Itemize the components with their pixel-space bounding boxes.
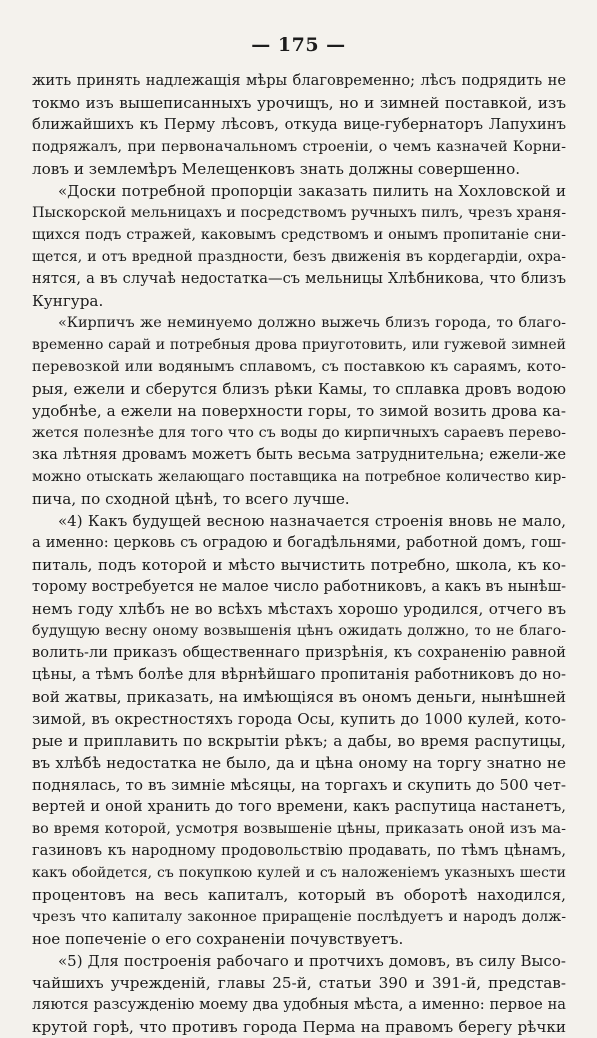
text-line: газиновъ къ народному продовольствію продавать, по тѣмъ цѣнамъ,: [32, 842, 566, 859]
text-line: рыя, ежели и сберутся близъ рѣки Камы, то сплавка дровъ водою: [32, 380, 566, 398]
text-line: Кунгура.: [32, 292, 104, 310]
body-text: [32, 70, 566, 1038]
text-line: пича, по сходной цѣнѣ, то всего лучше.: [32, 490, 350, 508]
text-line: зимой, въ окрестностяхъ города Осы, купить до 1000 кулей, кото-: [32, 710, 566, 728]
text-line: ловъ и землемѣръ Мелещенковъ знать должны совершенно.: [32, 160, 521, 178]
text-line: токмо изъ вышеписанныхъ урочищъ, но и зимней поставкой, изъ: [32, 94, 566, 112]
text-line: чайшихъ учрежденій, главы 25-й, статьи 390 и 391-й, представ-: [32, 974, 566, 992]
text-line: «Кирпичъ же неминуемо должно выжечь близъ города, то благо-: [58, 315, 566, 331]
text-line: какъ обойдется, съ покупкою кулей и съ наложеніемъ указныхъ шести: [32, 865, 566, 881]
text-line: зка лѣтняя дровамъ можетъ быть весьма затруднительна; ежели-же: [32, 446, 566, 463]
text-line: процентовъ на весь капиталъ, который въ оборотѣ находился,: [32, 886, 566, 904]
text-line: торому востребуется не малое число работниковъ, а какъ въ нынѣш-: [32, 578, 566, 595]
text-line: вой жатвы, приказать, на имѣющіяся въ ономъ деньги, нынѣшней: [32, 688, 566, 706]
text-line: вертей и оной хранить до того времени, какъ распутица настанетъ,: [32, 798, 566, 815]
text-line: «4) Какъ будущей весною назначается строенія вновь не мало,: [58, 512, 566, 530]
text-line: чрезъ что капиталу законное приращеніе послѣдуетъ и народъ долж-: [32, 909, 566, 925]
text-line: волить-ли приказъ общественнаго призрѣнія, къ сохраненію равной: [32, 644, 566, 661]
text-line: крутой горѣ, что противъ города Перма на правомъ берегу рѣчки: [32, 1018, 566, 1036]
text-line: нятся, а въ случаѣ недостатка—съ мельницы Хлѣбникова, что близъ: [32, 270, 566, 287]
text-line: поднялась, то въ зимніе мѣсяцы, на торгахъ и скупить до 500 чет-: [32, 776, 566, 794]
text-line: жить принять надлежащія мѣры благовременно; лѣсъ подрядить не: [32, 72, 566, 89]
text-line: удобнѣе, а ежели на поверхности горы, то зимой возить дрова ка-: [32, 402, 566, 420]
text-line: жется полезнѣе для того что съ воды до кирпичныхъ сараевъ перево-: [32, 425, 566, 441]
text-line: Пыскорской мельницахъ и посредствомъ ручныхъ пилъ, чрезъ храня-: [32, 205, 566, 221]
text-line: подряжалъ, при первоначальномъ строеніи, о чемъ казначей Корни-: [32, 139, 566, 155]
text-line: можно отыскать желающаго поставщика на потребное количество кир-: [32, 469, 566, 485]
text-line: ное попеченіе о его сохраненіи почувствуетъ.: [32, 930, 404, 948]
text-line: будущую весну оному возвышенія цѣнъ ожидать должно, то не благо-: [32, 623, 566, 639]
text-line: во время которой, усмотря возвышеніе цѣны, приказать оной изъ ма-: [32, 821, 566, 837]
text-line: а именно: церковь съ оградою и богадѣльнями, работной домъ, гош-: [32, 534, 566, 551]
text-line: питаль, подъ которой и мѣсто вычистить потребно, школа, къ ко-: [32, 556, 566, 574]
text-line: перевозкой или водянымъ сплавомъ, съ поставкою къ сараямъ, кото-: [32, 359, 566, 375]
text-line: ляются разсужденію моему два удобныя мѣста, а именно: первое на: [32, 996, 566, 1013]
text-line: «5) Для построенія рабочаго и протчихъ домовъ, въ силу Высо-: [58, 952, 566, 970]
text-line: рые и приплавить по вскрытіи рѣкъ; а дабы, во время распутицы,: [32, 732, 566, 750]
text-line: временно сарай и потребныя дрова приуготовить, или гужевой зимней: [32, 337, 566, 353]
text-line: «Доски потребной пропорціи заказать пилить на Хохловской и: [58, 182, 566, 200]
text-line: немъ году хлѣбъ не во всѣхъ мѣстахъ хорошо уродился, отчего въ: [32, 600, 566, 618]
text-line: щется, и отъ вредной праздности, безъ движенія въ кордегардіи, охра-: [32, 249, 566, 265]
text-line: щихся подъ стражей, каковымъ средствомъ и онымъ пропитаніе сни-: [32, 227, 566, 243]
text-line: въ хлѣбѣ недостатка не было, да и цѣна оному на торгу знатно не: [32, 754, 566, 772]
text-line: ближайшихъ къ Перму лѣсовъ, откуда вице-губернаторъ Лапухинъ: [32, 116, 566, 133]
page-number: — 175 —: [251, 34, 346, 56]
text-line: цѣны, а тѣмъ болѣе для вѣрнѣйшаго пропитанія работниковъ до но-: [32, 666, 566, 683]
